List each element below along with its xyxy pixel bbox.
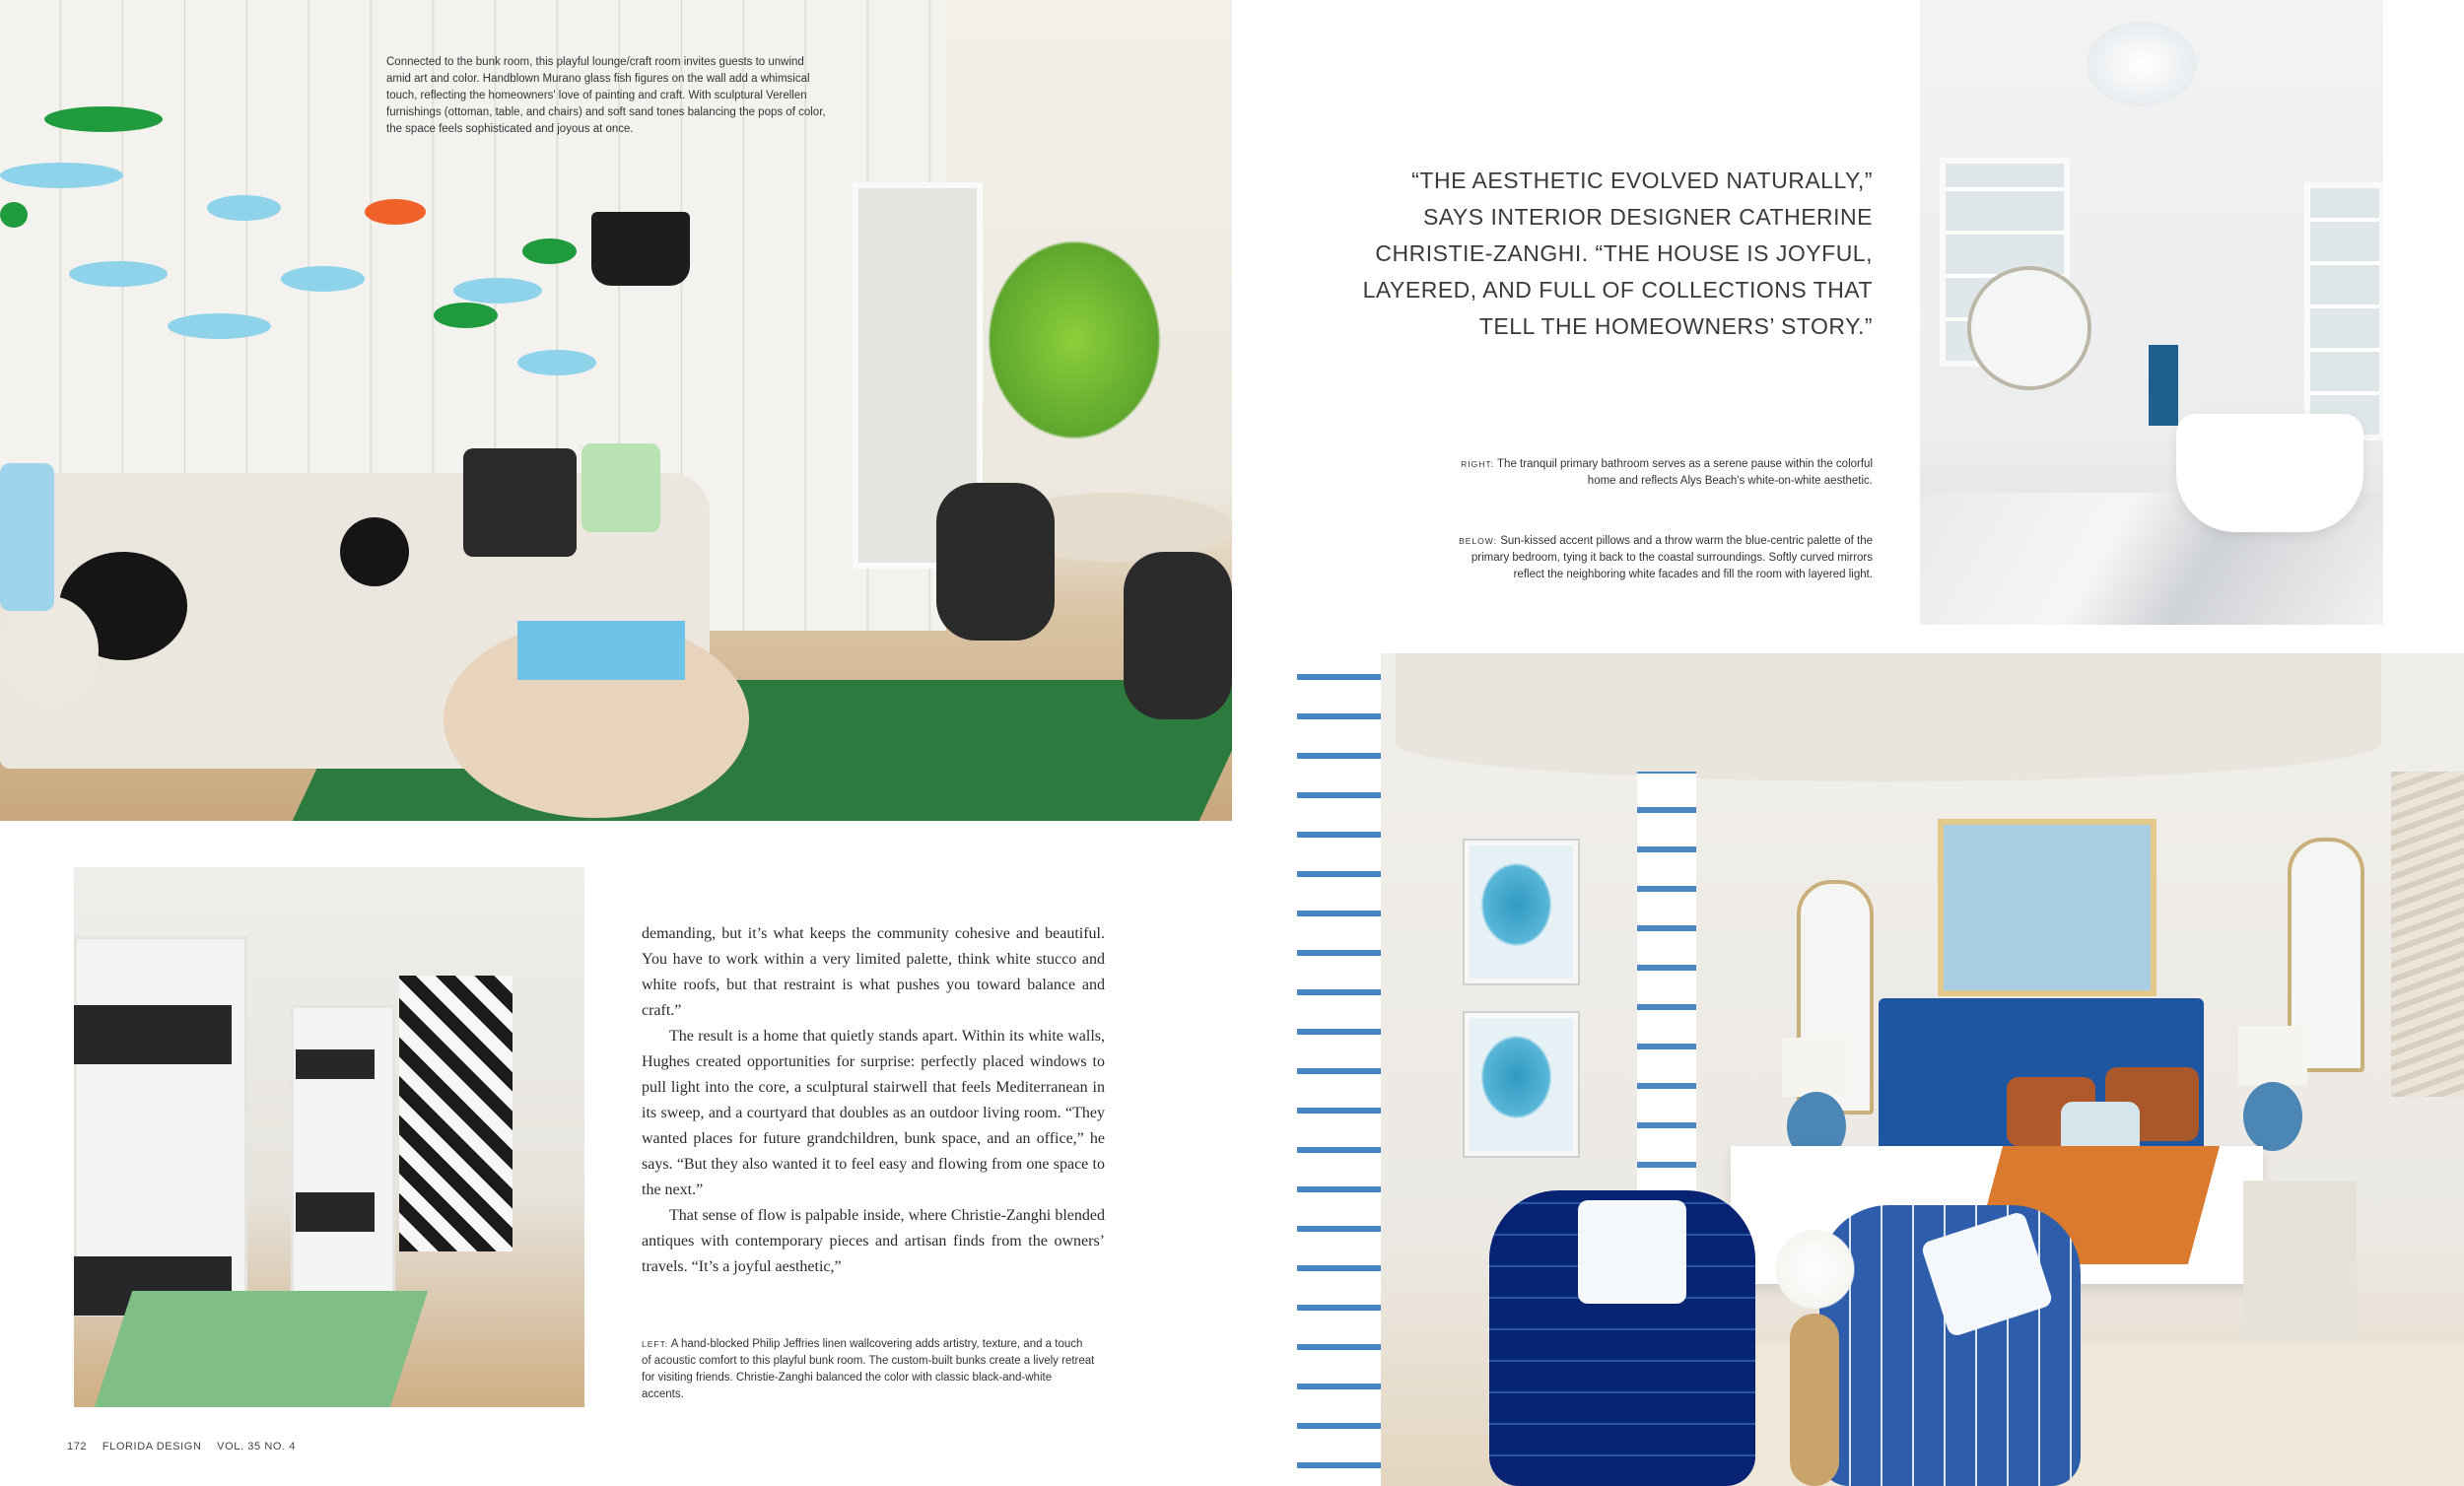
fish-figure <box>434 303 498 328</box>
nightstand <box>2243 1181 2357 1343</box>
fish-figure <box>0 202 28 228</box>
fish-figure <box>207 195 281 221</box>
fish-figure <box>365 199 426 225</box>
caption-text: A hand-blocked Philip Jeffries linen wallcovering adds artistry, texture, and a touch of acoustic comfort to this playful bunk room. The custom-built bunks create a lively retreat for visiting friends. Christie-Zanghi balanced the color with classic black-and-white accents. <box>642 1338 1095 1400</box>
caption-text: The tranquil primary bathroom serves as a serene pause within the colorful home and reflects Alys Beach's white-on-white aesthetic. <box>1497 458 1873 487</box>
issue-number: VOL. 35 NO. 4 <box>217 1441 297 1452</box>
caption-tag: BELOW: <box>1459 536 1498 546</box>
banana-leaf-plant <box>976 227 1173 453</box>
pillow <box>582 443 660 532</box>
green-runner-rug <box>95 1291 428 1407</box>
body-paragraph: The result is a home that quietly stands apart. Within its white walls, Hughes created opportunities for surprise: perfectly placed windows to pull light into the core, a sculptural stairwell that feels Mediterranean in its sweep, and a courtyard that doubles as an outdoor living room. “They wanted places for future grandchildren, bunk space, and an office,” he says. “But they also wanted it to feel easy and flowing from one space to the next.” <box>642 1028 1105 1198</box>
body-paragraph: demanding, but it’s what keeps the community cohesive and beautiful. You have to work within a very limited palette, think white stucco and white roofs, but that restraint is what pushes you toward balance and craft.” <box>642 925 1105 1019</box>
bathroom-photo <box>1920 0 2383 625</box>
textured-wall-art <box>2391 772 2464 1097</box>
lamp-base <box>2243 1082 2302 1151</box>
pillow <box>340 517 409 586</box>
fish-figure <box>281 266 365 292</box>
below-caption <box>1449 533 1873 583</box>
fish-figure <box>517 350 596 375</box>
bunk-room-photo <box>74 867 584 1407</box>
bunk-mattress <box>74 1005 232 1064</box>
fish-figure <box>44 106 163 132</box>
fish-figure <box>69 261 168 287</box>
fish-figure <box>453 278 542 304</box>
left-caption <box>642 1336 1095 1403</box>
freestanding-tub <box>2176 414 2363 532</box>
black-white-wallpaper <box>399 976 513 1251</box>
koi-painting <box>1938 819 2156 996</box>
chandelier <box>2078 15 2206 113</box>
round-mirror <box>1967 266 2091 390</box>
lamp-shade <box>2238 1026 2307 1085</box>
tray-ceiling <box>1396 653 2381 781</box>
page-number: 172 <box>67 1441 88 1452</box>
lamp-shade <box>1782 1038 1851 1097</box>
accent-pillow <box>1578 1200 1686 1304</box>
pull-quote: “THE AESTHETIC EVOLVED NATURALLY,” SAYS INTERIOR DESIGNER CATHERINE CHRISTIE-ZANGHI. “THE HOUSE IS JOYFUL, LAYERED, AND FULL OF COLLECTIONS THAT TELL THE HOMEOWNERS’ STORY.” <box>1362 168 1873 339</box>
pillow <box>463 448 577 557</box>
fish-figure <box>168 313 271 339</box>
bunk-mattress <box>296 1192 375 1232</box>
coral-art <box>1474 1028 1558 1126</box>
page-folio <box>67 1441 308 1452</box>
pillow <box>0 463 54 611</box>
patterned-curtain <box>1297 653 1381 1486</box>
window <box>2304 182 2383 440</box>
coral-art <box>1474 855 1558 954</box>
body-paragraph: That sense of flow is palpable inside, where Christie-Zanghi blended antiques with contemporary pieces and artisan finds from the owners’ travels. “It’s a joyful aesthetic,” <box>642 1207 1105 1275</box>
bedroom-photo <box>1297 653 2464 1486</box>
black-chair <box>1124 552 1232 719</box>
blue-tray <box>517 621 685 680</box>
side-table <box>1790 1314 1839 1486</box>
caption-tag: LEFT: <box>642 1339 669 1349</box>
article-body <box>642 921 1105 1280</box>
fish-figure <box>0 163 123 188</box>
black-chair <box>936 483 1055 641</box>
caption-tag: RIGHT: <box>1461 459 1495 469</box>
blue-towel <box>2149 345 2178 426</box>
magazine-name: FLORIDA DESIGN <box>102 1441 202 1452</box>
pillow <box>0 596 99 705</box>
lounge-caption: Connected to the bunk room, this playful lounge/craft room invites guests to unwind amid art and color. Handblown Murano glass fish figures on the wall add a whimsical touch, reflecting the homeowners' love of painting and craft. With sculptural Verellen furnishings (ottoman, table, and chairs) and soft sand tones balancing the pops of color, the space feels sophisticated and joyous at once. <box>386 56 826 135</box>
caption-text: Sun-kissed accent pillows and a throw warm the blue-centric palette of the primary bedroom, tying it back to the coastal surroundings. Softly curved mirrors reflect the neighboring white facades and fill the room with layered light. <box>1471 535 1873 580</box>
bunk-mattress <box>296 1049 375 1079</box>
floor-lamp <box>591 212 690 286</box>
fish-figure <box>522 238 577 264</box>
white-flowers <box>1768 1225 1862 1314</box>
right-caption <box>1449 456 1873 490</box>
